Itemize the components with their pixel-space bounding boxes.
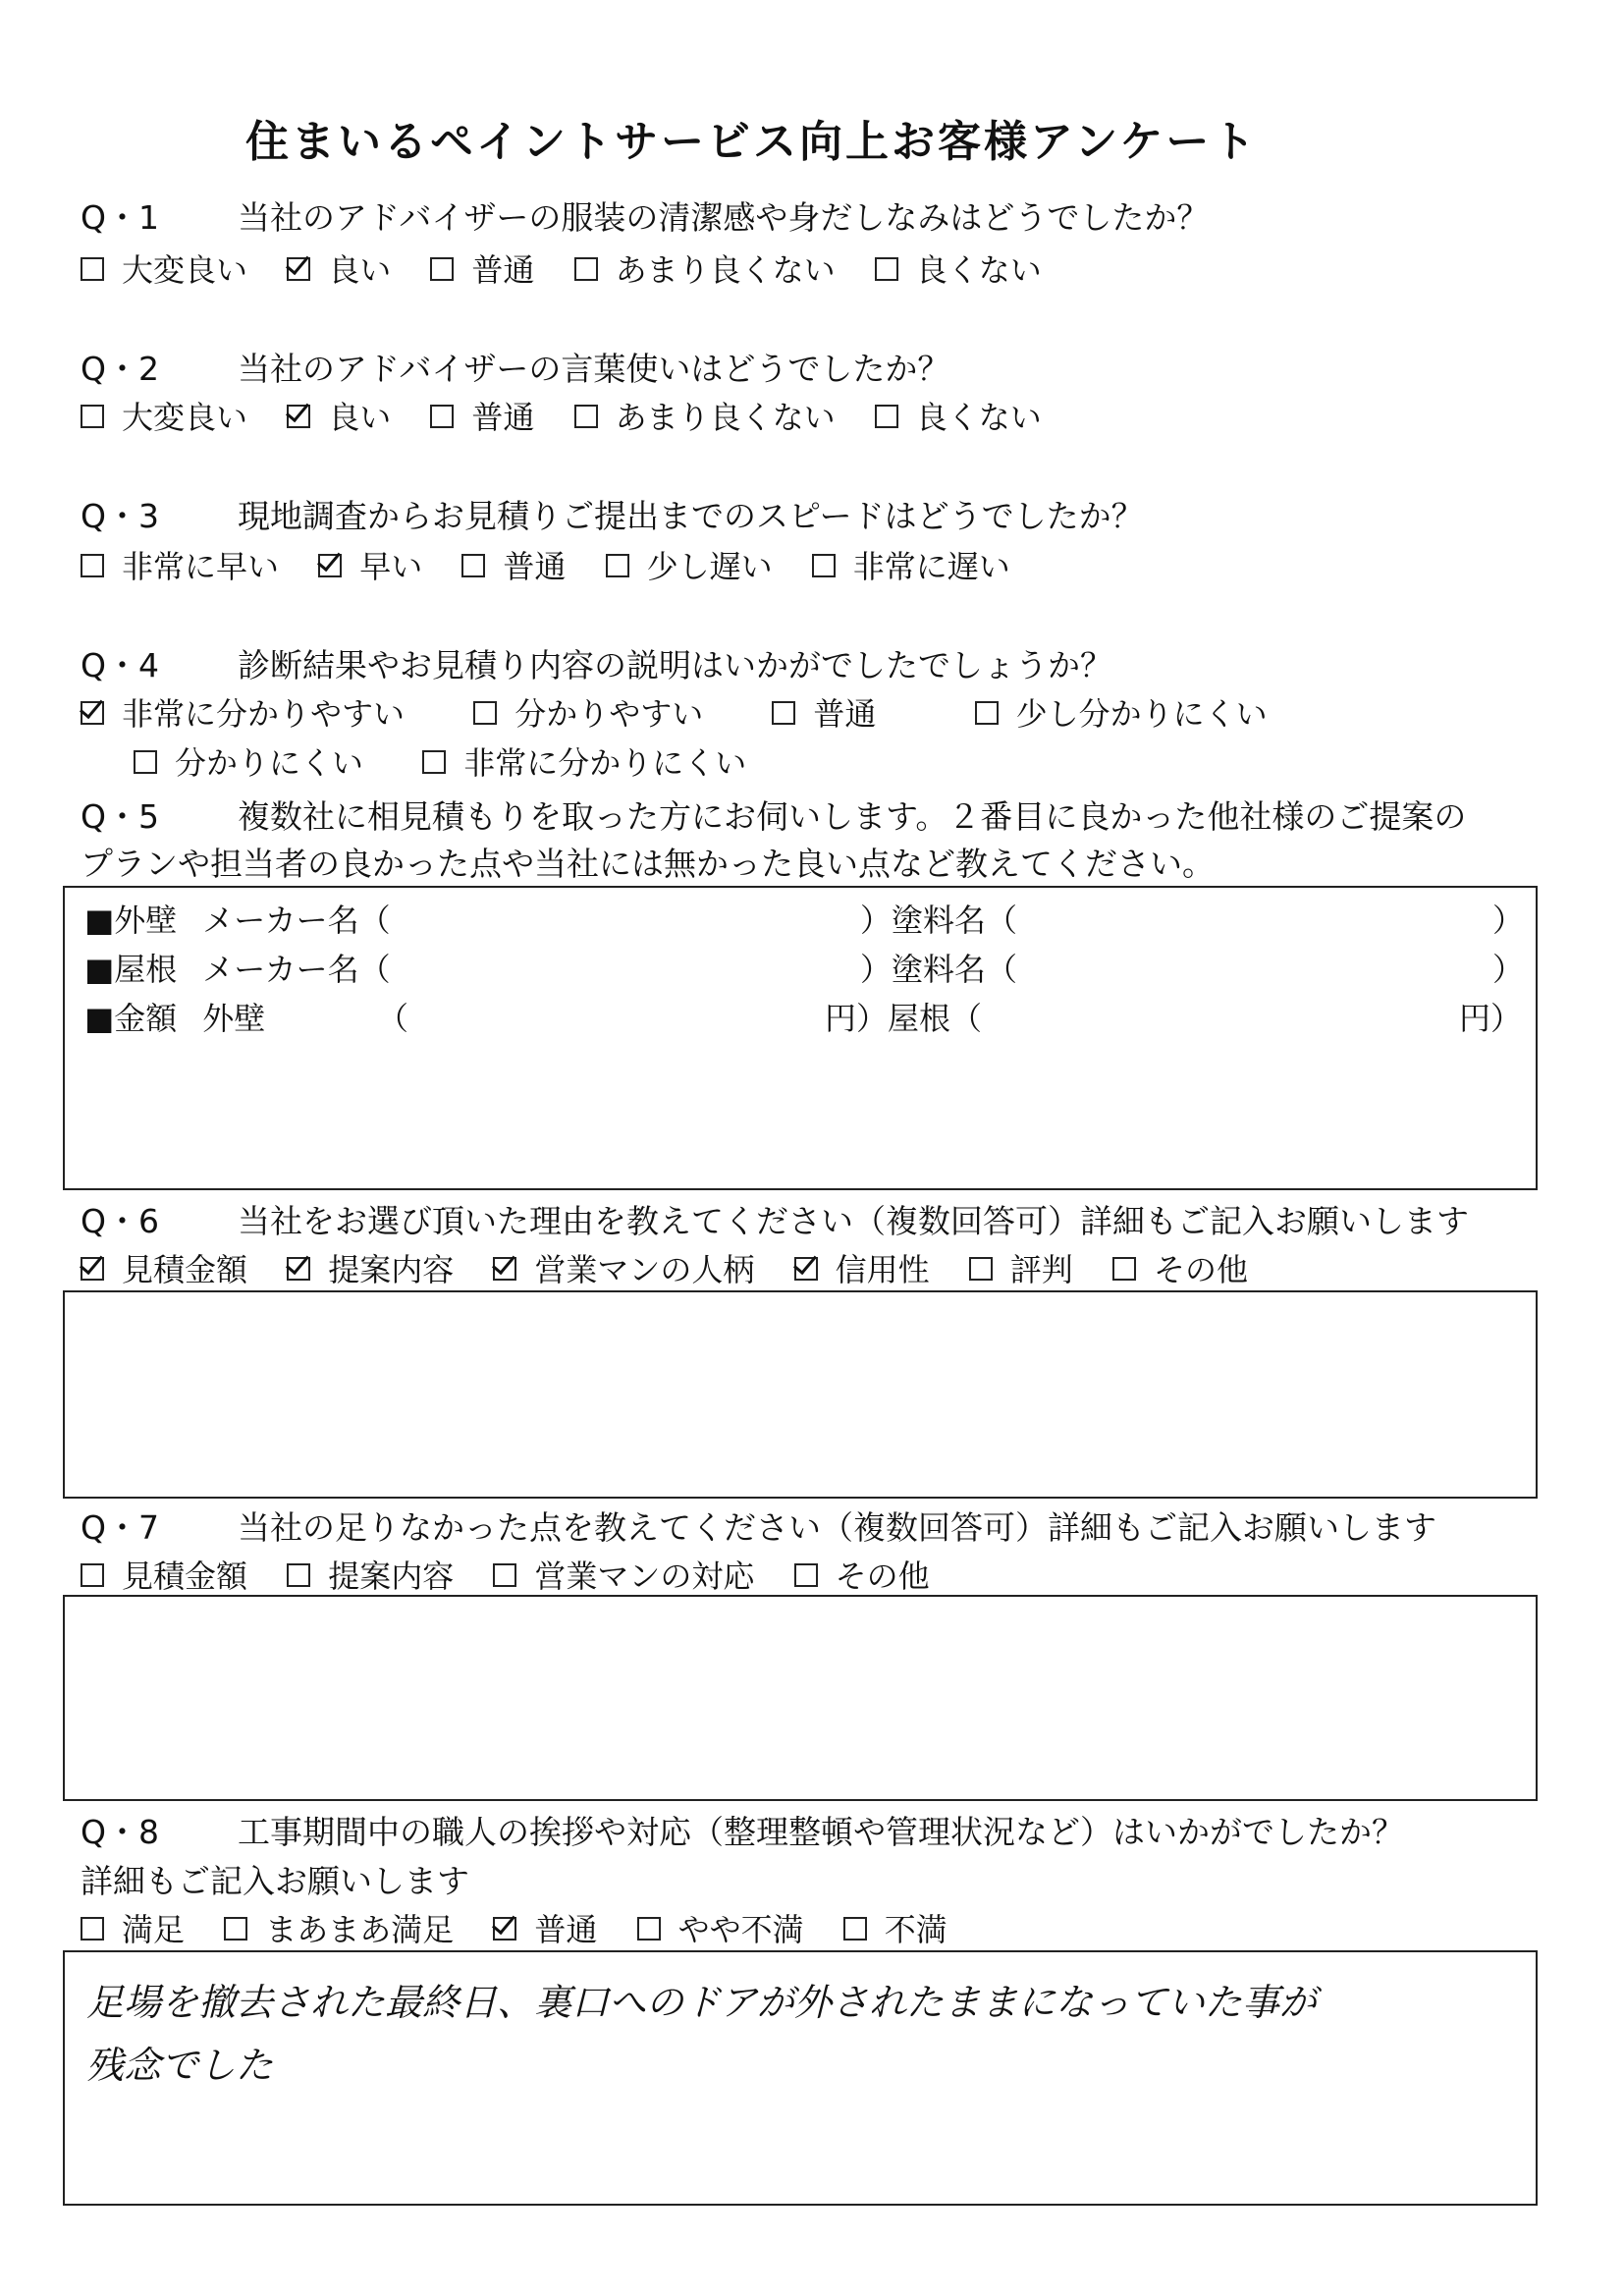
q1-question xyxy=(81,192,1209,239)
q6-option-4[interactable]: 信用性 xyxy=(794,1245,930,1290)
q2-option-4[interactable]: あまり良くない xyxy=(574,393,836,438)
q2-option-2[interactable]: 良い xyxy=(287,393,391,438)
checked-checkbox-icon[interactable] xyxy=(81,701,104,725)
q8-options xyxy=(81,1905,977,1950)
q5-row-roof-paint: ）塗料名（ xyxy=(860,951,1018,988)
q8-option-4[interactable]: やや不満 xyxy=(637,1905,804,1950)
q1-option-5[interactable]: 良くない xyxy=(875,246,1042,291)
q5-row-amount-close: 円） xyxy=(1459,1000,1523,1037)
q1-option-2[interactable]: 良い xyxy=(287,246,391,291)
q8-option-5[interactable]: 不満 xyxy=(843,1905,947,1950)
q8-option-3[interactable]: 普通 xyxy=(493,1905,597,1950)
checkbox-icon[interactable] xyxy=(81,405,104,428)
checkbox-icon[interactable] xyxy=(430,405,454,428)
q2-option-1[interactable]: 大変良い xyxy=(81,393,247,438)
q5-row-exterior-paint: ）塗料名（ xyxy=(860,902,1018,939)
checkbox-icon[interactable] xyxy=(969,1257,993,1281)
q4-number: Q・4 xyxy=(81,646,159,684)
q2-question xyxy=(81,344,949,390)
q5-row-roof: ■屋根 メーカー名（ xyxy=(84,951,391,988)
q4-option-5[interactable]: 分かりにくい xyxy=(134,738,363,784)
checkbox-icon[interactable] xyxy=(772,701,795,725)
q6-option-2[interactable]: 提案内容 xyxy=(287,1245,454,1290)
q5-row-amount-roof: 円）屋根（ xyxy=(825,1000,983,1037)
q6-number: Q・6 xyxy=(81,1202,159,1240)
checkbox-icon[interactable] xyxy=(574,257,598,281)
q4-option-2[interactable]: 分かりやすい xyxy=(473,689,703,735)
q3-question xyxy=(81,491,1144,537)
q7-question xyxy=(81,1503,1436,1549)
checkbox-icon[interactable] xyxy=(81,257,104,281)
checkbox-icon[interactable] xyxy=(81,1563,104,1587)
q5-row-exterior-close: ） xyxy=(1492,902,1525,939)
checked-checkbox-icon[interactable] xyxy=(493,1917,516,1941)
q5-row-roof-close: ） xyxy=(1492,951,1525,988)
q6-answer-box[interactable] xyxy=(63,1290,1538,1499)
checkbox-icon[interactable] xyxy=(875,405,898,428)
q8-text: 工事期間中の職人の挨拶や対応（整理整頓や管理状況など）はいかがでしたか？ xyxy=(238,1813,1404,1851)
q4-text: 診断結果やお見積り内容の説明はいかがでしたでしょうか？ xyxy=(238,646,1112,684)
q3-option-3[interactable]: 普通 xyxy=(461,542,566,587)
checkbox-icon[interactable] xyxy=(461,554,485,577)
q3-options xyxy=(81,542,1040,587)
q8-handwritten-answer-line1: 足場を撤去された最終日、裏口へのドアが外されたままになっていた事が xyxy=(86,1981,1317,2024)
q7-option-4[interactable]: その他 xyxy=(794,1552,930,1597)
checkbox-icon[interactable] xyxy=(287,1563,310,1587)
q1-options xyxy=(81,246,1071,291)
checkbox-icon[interactable] xyxy=(606,554,629,577)
checkbox-icon[interactable] xyxy=(473,701,497,725)
q1-number: Q・1 xyxy=(81,198,159,237)
checked-checkbox-icon[interactable] xyxy=(493,1257,516,1281)
q7-option-1[interactable]: 見積金額 xyxy=(81,1552,247,1597)
checked-checkbox-icon[interactable] xyxy=(81,1257,104,1281)
q4-options-row1 xyxy=(81,689,1297,735)
q7-options xyxy=(81,1552,959,1597)
q3-option-4[interactable]: 少し遅い xyxy=(606,542,773,587)
q7-text: 当社の足りなかった点を教えてください（複数回答可）詳細もご記入お願いします xyxy=(238,1508,1436,1547)
q4-options-row2 xyxy=(134,738,776,784)
q6-question xyxy=(81,1196,1469,1242)
q2-text: 当社のアドバイザーの言葉使いはどうでしたか？ xyxy=(238,350,950,388)
q2-options xyxy=(81,393,1071,438)
q7-number: Q・7 xyxy=(81,1508,159,1547)
q5-row-amount: ■金額 外壁 xyxy=(84,1000,266,1037)
q1-option-1[interactable]: 大変良い xyxy=(81,246,247,291)
checkbox-icon[interactable] xyxy=(975,701,999,725)
q1-option-4[interactable]: あまり良くない xyxy=(574,246,836,291)
q6-text: 当社をお選び頂いた理由を教えてください（複数回答可）詳細もご記入お願いします xyxy=(238,1202,1469,1240)
checkbox-icon[interactable] xyxy=(422,750,446,774)
survey-title: 住まいるペイントサービス向上お客様アンケート xyxy=(245,117,1259,167)
checkbox-icon[interactable] xyxy=(430,257,454,281)
q5-question xyxy=(81,792,1466,838)
q6-options xyxy=(81,1245,1277,1290)
checkbox-icon[interactable] xyxy=(875,257,898,281)
q4-option-4[interactable]: 少し分かりにくい xyxy=(975,689,1268,735)
q8-question xyxy=(81,1807,1404,1853)
q2-option-5[interactable]: 良くない xyxy=(875,393,1042,438)
checkbox-icon[interactable] xyxy=(81,1917,104,1941)
q3-option-1[interactable]: 非常に早い xyxy=(81,542,279,587)
q8-handwritten-answer-line2: 残念でした xyxy=(86,2044,274,2087)
checked-checkbox-icon[interactable] xyxy=(287,257,310,281)
checkbox-icon[interactable] xyxy=(1112,1257,1136,1281)
checkbox-icon[interactable] xyxy=(574,405,598,428)
checked-checkbox-icon[interactable] xyxy=(287,405,310,428)
q4-option-3[interactable]: 普通 xyxy=(772,689,876,735)
q7-option-2[interactable]: 提案内容 xyxy=(287,1552,454,1597)
checkbox-icon[interactable] xyxy=(794,1563,818,1587)
q5-row-exterior: ■外壁 メーカー名（ xyxy=(84,902,391,939)
q6-option-1[interactable]: 見積金額 xyxy=(81,1245,247,1290)
q5-number: Q・5 xyxy=(81,797,159,836)
q3-text: 現地調査からお見積りご提出までのスピードはどうでしたか？ xyxy=(238,497,1144,535)
q4-question xyxy=(81,640,1112,686)
q4-option-1[interactable]: 非常に分かりやすい xyxy=(81,689,405,735)
q5-row-amount-open: （ xyxy=(377,1000,409,1037)
q3-number: Q・3 xyxy=(81,497,159,535)
checkbox-icon[interactable] xyxy=(224,1917,247,1941)
checked-checkbox-icon[interactable] xyxy=(287,1257,310,1281)
q5-text: 複数社に相見積もりを取った方にお伺いします。２番目に良かった他社様のご提案の xyxy=(238,797,1467,836)
checked-checkbox-icon[interactable] xyxy=(318,554,342,577)
checkbox-icon[interactable] xyxy=(81,554,104,577)
q8-option-1[interactable]: 満足 xyxy=(81,1905,185,1950)
q8-number: Q・8 xyxy=(81,1813,159,1851)
q7-option-3[interactable]: 営業マンの対応 xyxy=(493,1552,754,1597)
q5-text-line2: プランや担当者の良かった点や当社には無かった良い点など教えてください。 xyxy=(81,845,1215,883)
q6-option-3[interactable]: 営業マンの人柄 xyxy=(493,1245,754,1290)
q1-option-3[interactable]: 普通 xyxy=(430,246,534,291)
q7-answer-box[interactable] xyxy=(63,1595,1538,1801)
checkbox-icon[interactable] xyxy=(812,554,836,577)
checked-checkbox-icon[interactable] xyxy=(794,1257,818,1281)
q8-option-2[interactable]: まあまあ満足 xyxy=(224,1905,454,1950)
q3-option-2[interactable]: 早い xyxy=(318,542,422,587)
q6-option-6[interactable]: その他 xyxy=(1112,1245,1248,1290)
q2-option-3[interactable]: 普通 xyxy=(430,393,534,438)
q1-text: 当社のアドバイザーの服装の清潔感や身だしなみはどうでしたか？ xyxy=(238,198,1210,237)
q4-option-6[interactable]: 非常に分かりにくい xyxy=(422,738,746,784)
checkbox-icon[interactable] xyxy=(493,1563,516,1587)
q2-number: Q・2 xyxy=(81,350,159,388)
q6-option-5[interactable]: 評判 xyxy=(969,1245,1073,1290)
q8-text-line2: 詳細もご記入お願いします xyxy=(81,1862,469,1900)
checkbox-icon[interactable] xyxy=(843,1917,867,1941)
q3-option-5[interactable]: 非常に遅い xyxy=(812,542,1010,587)
checkbox-icon[interactable] xyxy=(637,1917,661,1941)
checkbox-icon[interactable] xyxy=(134,750,157,774)
